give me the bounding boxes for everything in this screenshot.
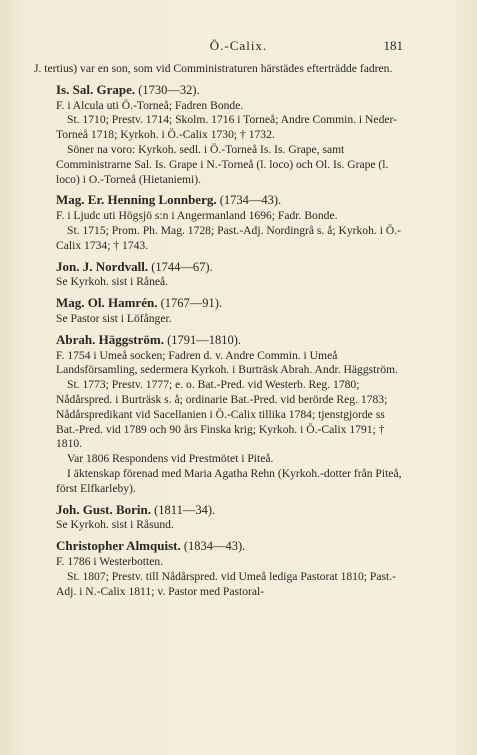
body-line: Söner na voro: Kyrkoh. sedl. i Ö.-Torneå Is. Is. Grape, samt Comministrarne Sal. Is. Grape i N.-Torneå (l. loco) och Ol. Is. Grape (l. loco) i O.-Torneå (Hietaniemi). xyxy=(56,142,389,186)
entry-borin xyxy=(34,503,405,534)
body-line: F. 1786 i Westerbotten. xyxy=(56,554,164,568)
entry-name: Christopher Almquist. xyxy=(56,538,181,554)
entry-name: Jon. J. Nordvall. xyxy=(56,258,149,274)
body-line: F. 1754 i Umeå socken; Fadren d. v. Andre Commin. i Umeå Landsförsamling, sedermera Kyrkoh. i Burträsk Abrah. Andr. Häggström. xyxy=(56,348,398,377)
body-line: F. i Ljudc uti Högsjö s:n i Angermanland 1696; Fadr. Bonde. xyxy=(56,209,338,223)
entry-heading xyxy=(34,260,405,275)
entry-name: Joh. Gust. Borin. xyxy=(56,501,151,517)
entry-dates: (1744—67). xyxy=(151,259,213,274)
entry-name: Is. Sal. Grape. xyxy=(56,81,136,97)
entry-heading xyxy=(34,193,405,208)
entry-dates: (1734—43). xyxy=(219,193,282,208)
entry-heading xyxy=(34,503,405,518)
body-line: St. 1773; Prestv. 1777; e. o. Bat.-Pred. vid Westerb. Reg. 1780; Nådårspred. i Burträsk s. å; ordinarie Bat.-Pred. vid berörde Reg. 1783; Nådårspredikant vid Sacellanien i Ö.-Calix tillika 1784; tjenstgjorde ss Bat.-Pred. vid 1789 och 90 års Finska krig; Kyrkoh. i Ö.-Calix 1791; † 1810. xyxy=(56,378,388,451)
page-number: 181 xyxy=(383,38,403,53)
entry-heading xyxy=(34,296,405,311)
body-line: St. 1710; Prestv. 1714; Skolm. 1716 i Torneå; Andre Commin. i Neder-Torneå 1718; Kyrkoh. i Ö.-Calix 1730; † 1732. xyxy=(56,113,398,142)
entry-name: Mag. Ol. Hamrén. xyxy=(56,295,158,311)
entry-nordvall xyxy=(34,260,405,291)
entry-dates: (1791—1810). xyxy=(167,332,242,347)
entry-name: Mag. Er. Henning Lonnberg. xyxy=(56,192,217,208)
entry-heading xyxy=(34,539,405,554)
running-title: Ö.-Calix. xyxy=(209,38,268,53)
entry-grape xyxy=(34,83,405,188)
entry-heading xyxy=(34,333,405,348)
body-line: St. 1807; Prestv. till Nådårspred. vid Umeå lediga Pastorat 1810; Past.-Adj. i N.-Calix 1811; v. Pastor med Pastoral- xyxy=(56,569,396,598)
body-line: Se Kyrkoh. sist i Råsund. xyxy=(56,518,174,532)
page-header xyxy=(0,38,477,58)
entry-hamren xyxy=(34,296,405,327)
body-line: Var 1806 Respondens vid Prestmötet i Piteå. xyxy=(67,452,274,466)
entry-dates: (1811—34). xyxy=(154,502,216,517)
entry-haggstrom xyxy=(34,333,405,497)
entry-dates: (1767—91). xyxy=(160,296,223,311)
body-line: F. i Alcula uti Ö.-Torneå; Fadren Bonde. xyxy=(56,98,244,112)
entry-continuation xyxy=(34,62,405,77)
body-line: Se Kyrkoh. sist i Råneå. xyxy=(56,275,169,289)
body-line: St. 1715; Prom. Ph. Mag. 1728; Past.-Adj. Nordingrå s. å; Kyrkoh. i Ö.-Calix 1734; † 1743. xyxy=(56,223,401,252)
entry-heading xyxy=(34,83,405,98)
page-body xyxy=(34,62,405,599)
body-line: J. tertius) var en son, som vid Comministraturen härstädes efterträdde fadren. xyxy=(34,62,393,75)
entry-lonnberg xyxy=(34,193,405,253)
body-line: Se Pastor sist i Löfånger. xyxy=(56,311,172,325)
entry-almquist xyxy=(34,539,405,599)
entry-dates: (1730—32). xyxy=(138,82,200,97)
entry-name: Abrah. Häggström. xyxy=(56,331,164,347)
entry-dates: (1834—43). xyxy=(183,539,246,554)
body-line: I äktenskap förenad med Maria Agatha Rehn (Kyrkoh.-dotter från Piteå, först Elfkarleby). xyxy=(56,466,402,495)
